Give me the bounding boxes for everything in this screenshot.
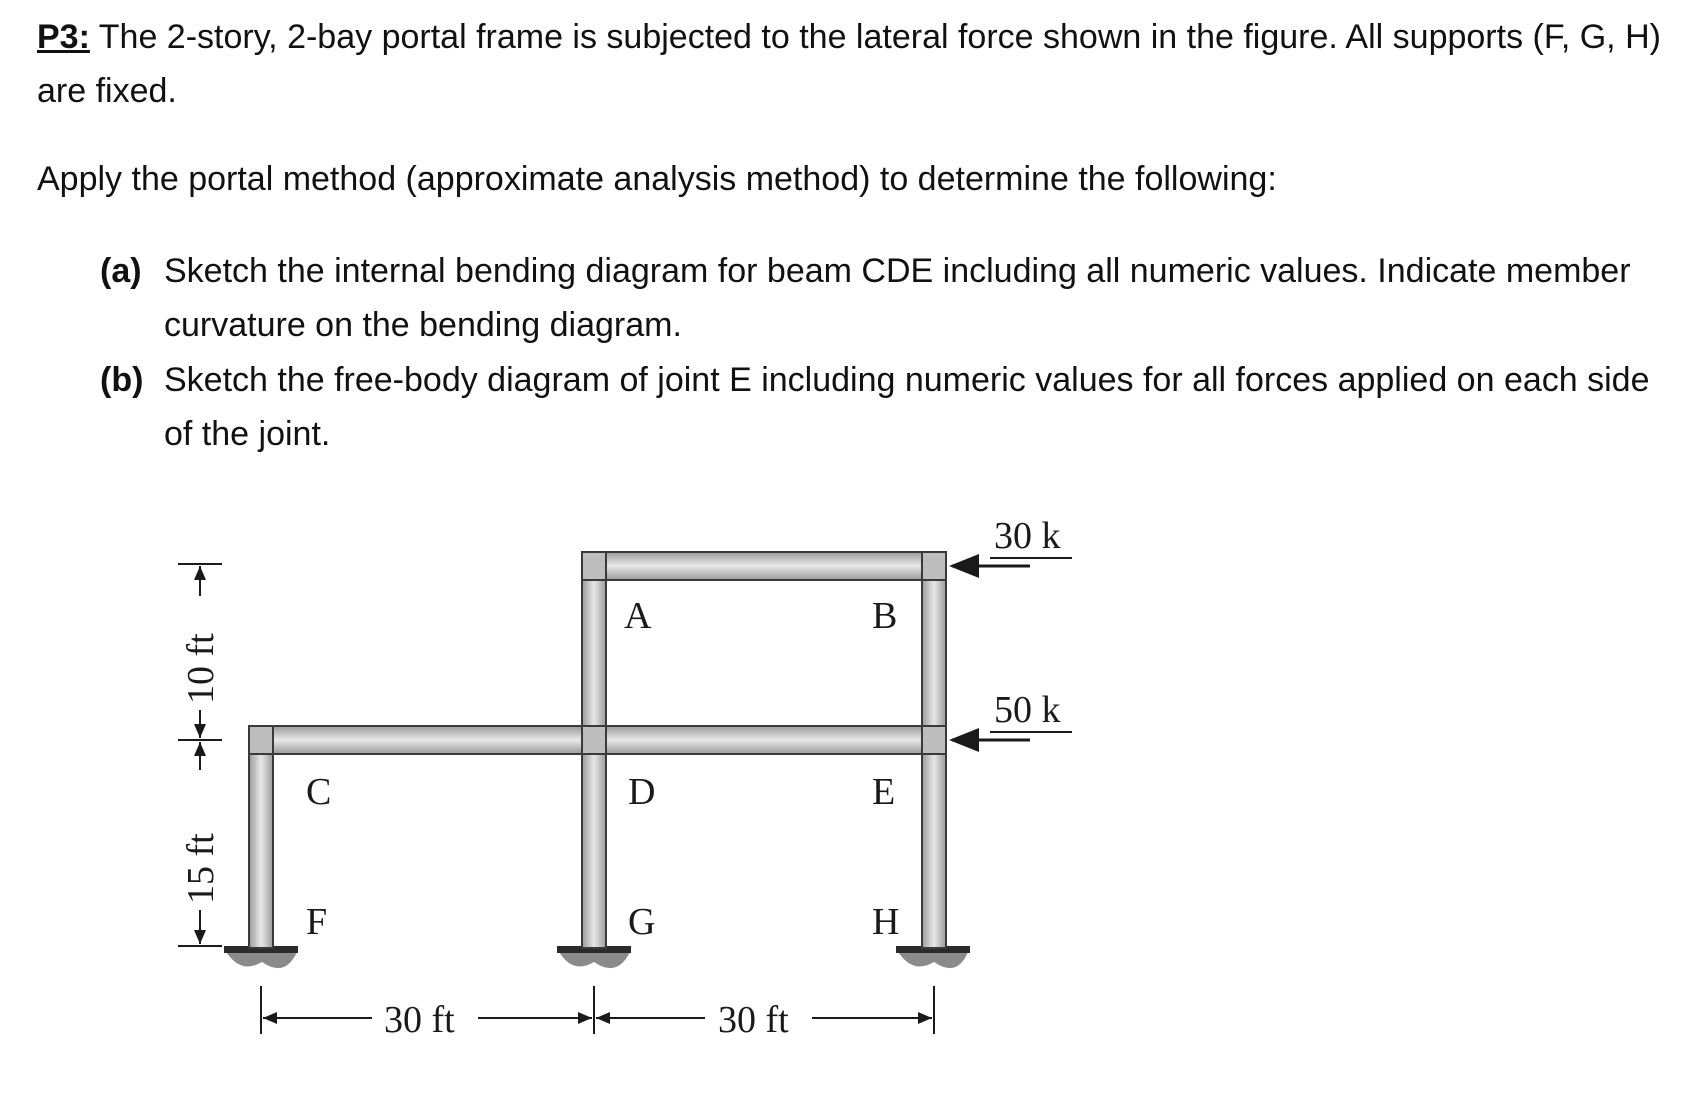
load-top-label: 30 k	[994, 515, 1061, 557]
part-a-tag: (a)	[100, 252, 142, 290]
load-middle-label: 50 k	[994, 689, 1061, 731]
joint-box-E	[922, 726, 946, 754]
dim-bay-right: 30 ft	[718, 999, 789, 1041]
joint-box-C	[249, 726, 273, 754]
dim-bay-left: 30 ft	[384, 999, 455, 1041]
label-E: E	[872, 771, 896, 813]
part-a-text: Sketch the internal bending diagram for beam CDE including all numeric values. Indicate member curvature on the bending diagram.	[164, 252, 1631, 344]
problem-label: P3:	[37, 18, 90, 56]
label-B: B	[872, 595, 898, 637]
label-H: H	[872, 901, 900, 943]
joint-box-B	[922, 552, 946, 580]
support-F-ground	[224, 946, 298, 968]
label-C: C	[306, 771, 332, 813]
dim-lower-story: 15 ft	[180, 833, 222, 904]
beam-AB	[582, 552, 946, 580]
dimension-horizontal	[261, 986, 934, 1034]
label-G: G	[628, 901, 656, 943]
label-D: D	[628, 771, 656, 813]
problem-statement-text: The 2-story, 2-bay portal frame is subjected to the lateral force shown in the figure. All supports (F, G, H) are fixed.	[37, 18, 1661, 110]
support-H-ground	[896, 946, 970, 968]
joint-box-D	[582, 726, 606, 754]
column-CF	[249, 728, 273, 948]
part-b-text: Sketch the free-body diagram of joint E including numeric values for all forces applied on each side of the joint.	[164, 361, 1650, 453]
label-A: A	[624, 595, 652, 637]
instruction-text: Apply the portal method (approximate analysis method) to determine the following:	[37, 160, 1277, 198]
support-G-ground	[557, 946, 631, 968]
dim-upper-story: 10 ft	[180, 633, 222, 704]
part-b-tag: (b)	[100, 361, 144, 399]
joint-box-A	[582, 552, 606, 580]
label-F: F	[306, 901, 328, 943]
